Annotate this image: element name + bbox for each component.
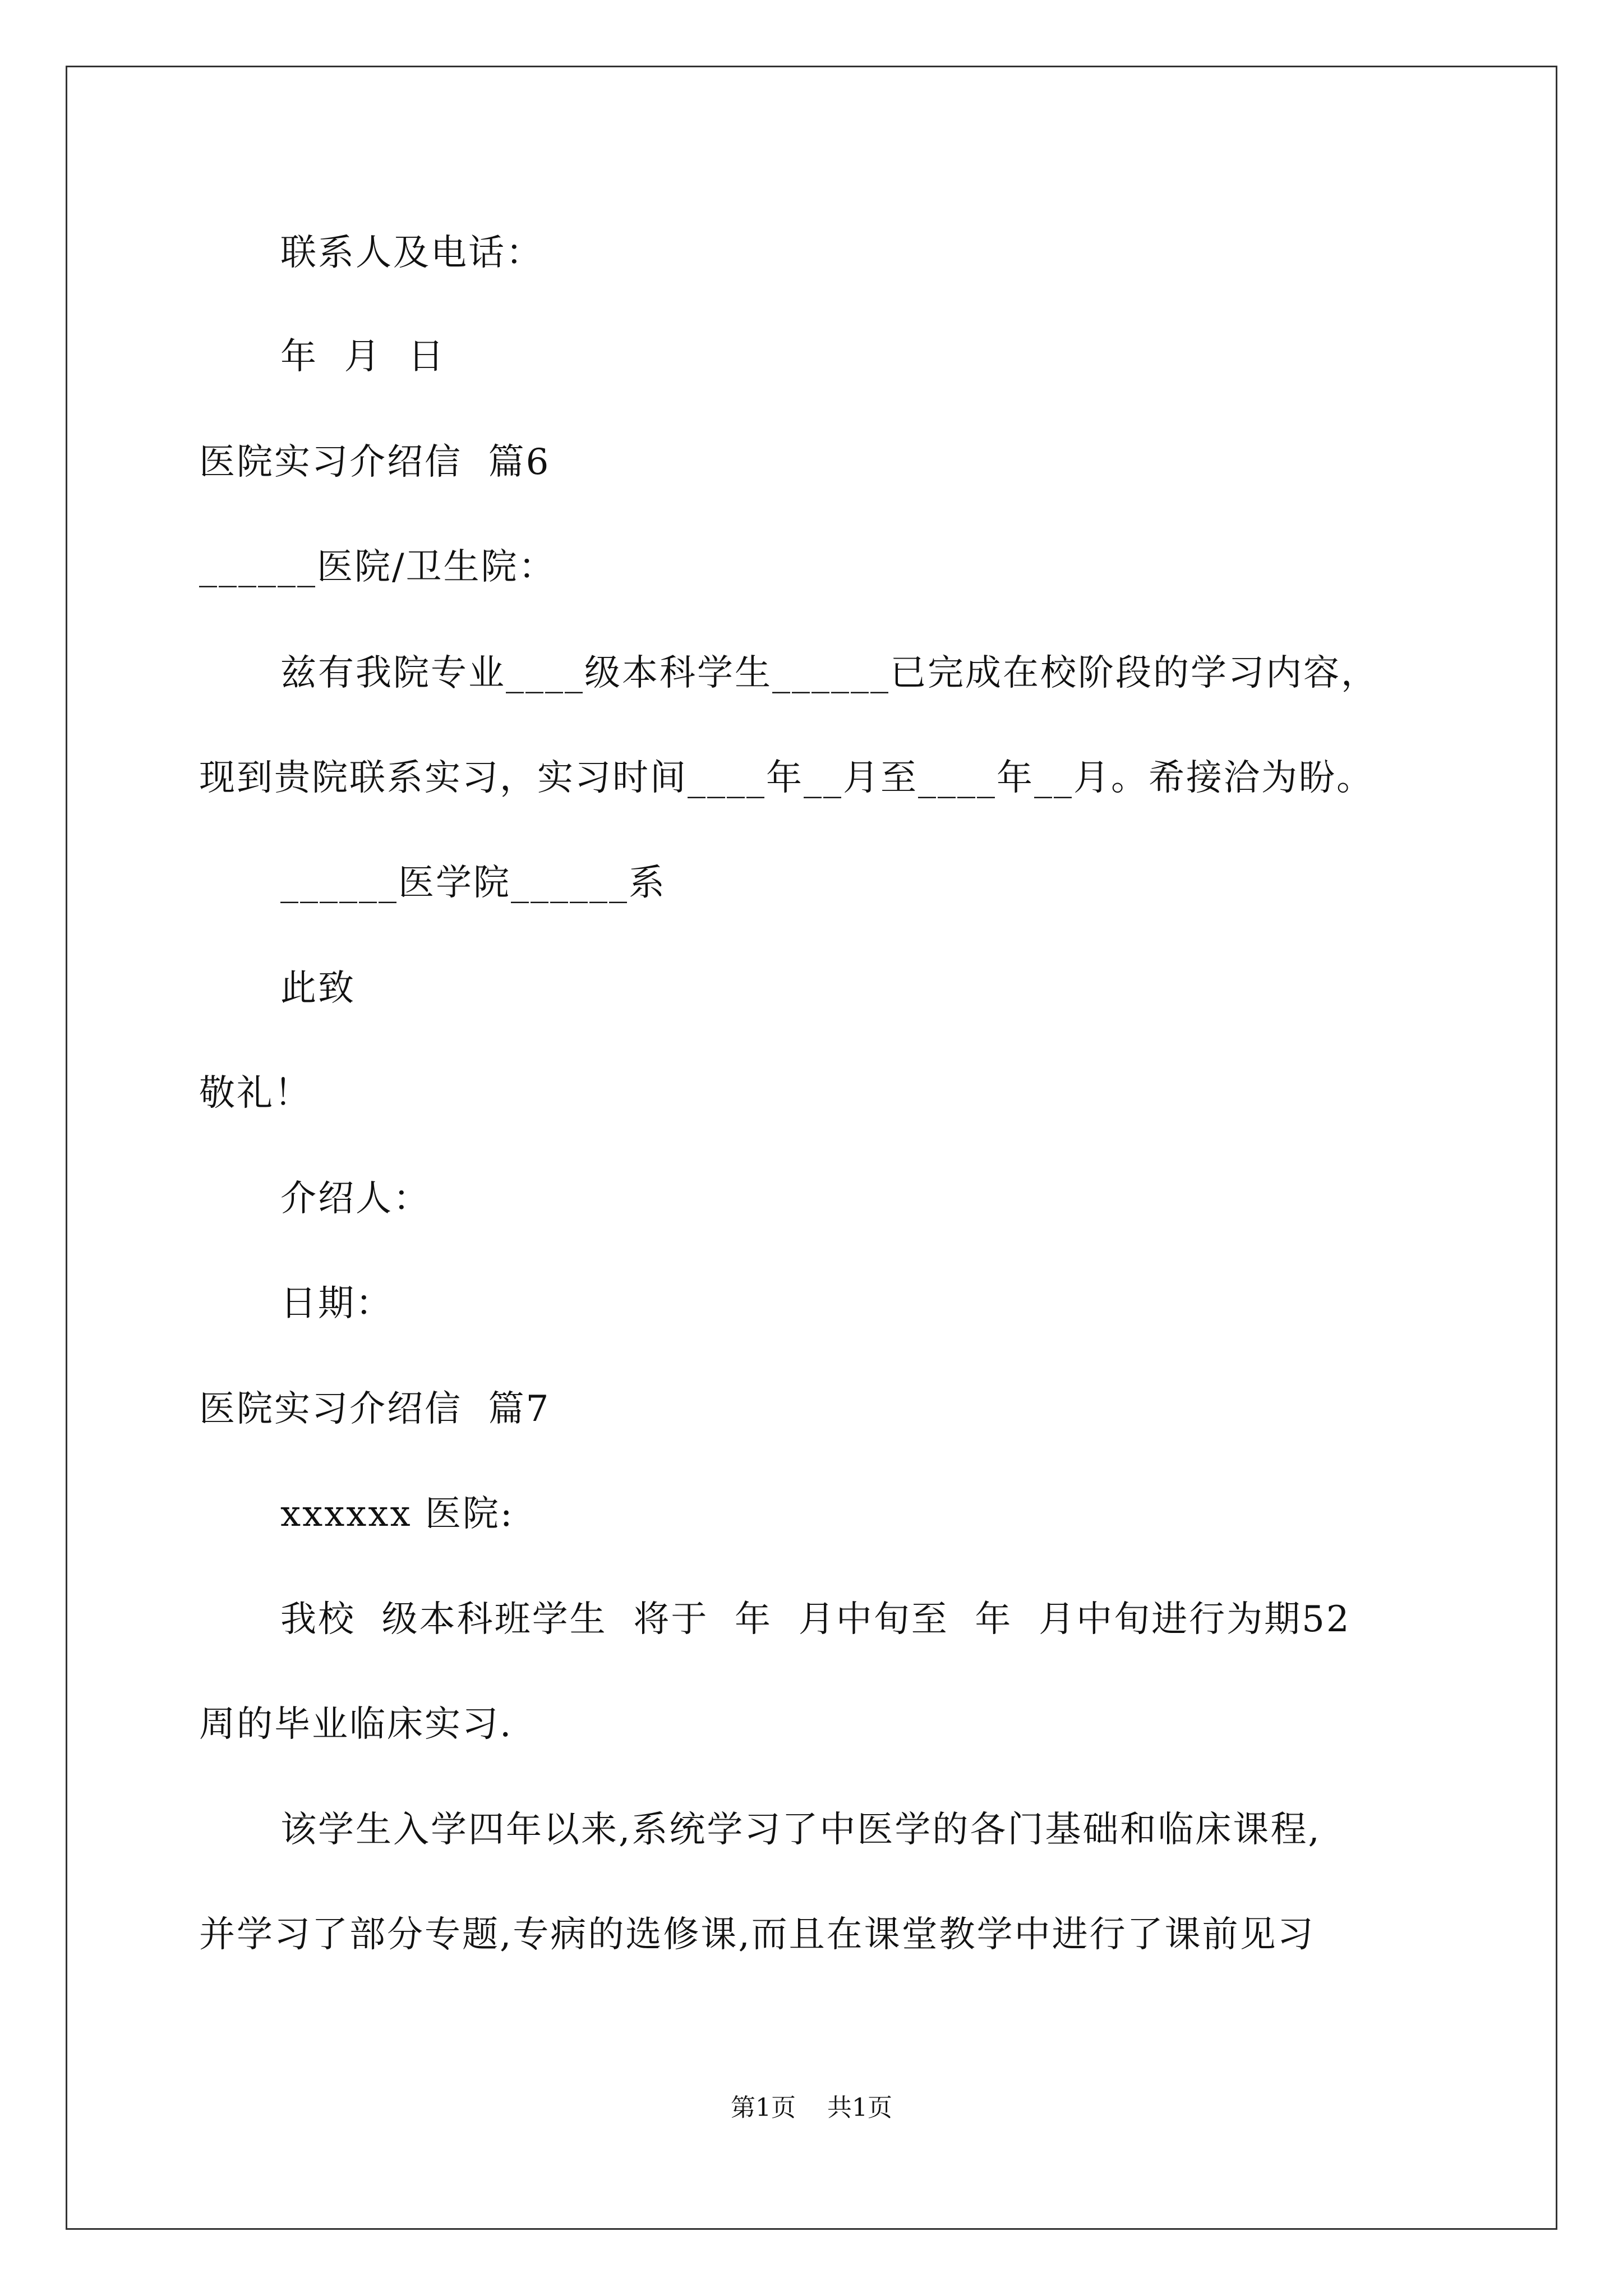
- body-paragraph-line: 我校 级本科班学生 将于 年 月中旬至 年 月中旬进行为期52: [280, 1599, 1351, 1640]
- body-paragraph-line: 周的毕业临床实习.: [199, 1704, 513, 1745]
- section-heading-6: 医院实习介绍信 篇6: [199, 441, 551, 483]
- body-paragraph-line: 该学生入学四年以来,系统学习了中医学的各门基础和临床课程,: [280, 1809, 1321, 1851]
- date-line: 年 月 日: [280, 336, 446, 378]
- introducer-line: 介绍人：: [280, 1178, 431, 1220]
- page-footer: 第1页 共1页: [731, 2093, 892, 2122]
- body-paragraph-line: 兹有我院专业____级本科学生______已完成在校阶段的学习内容，: [280, 652, 1378, 694]
- date-label-line: 日期：: [280, 1283, 393, 1324]
- recipient-line: xxxxxx 医院:: [280, 1493, 514, 1535]
- body-paragraph-line: 现到贵院联系实习，实习时间____年__月至____年__月。希接洽为盼。: [199, 757, 1374, 799]
- page-border: [66, 66, 1557, 2230]
- section-heading-7: 医院实习介绍信 篇7: [199, 1388, 551, 1430]
- salutation-line: 敬礼！: [199, 1073, 312, 1114]
- closing-line: 此致: [280, 968, 356, 1009]
- body-paragraph-line: 并学习了部分专题,专病的选修课,而且在课堂教学中进行了课前见习: [199, 1914, 1315, 1955]
- recipient-line: ______医院/卫生院：: [199, 546, 556, 588]
- contact-line: 联系人及电话：: [280, 232, 543, 274]
- sender-line: ______医学院______系: [280, 862, 666, 904]
